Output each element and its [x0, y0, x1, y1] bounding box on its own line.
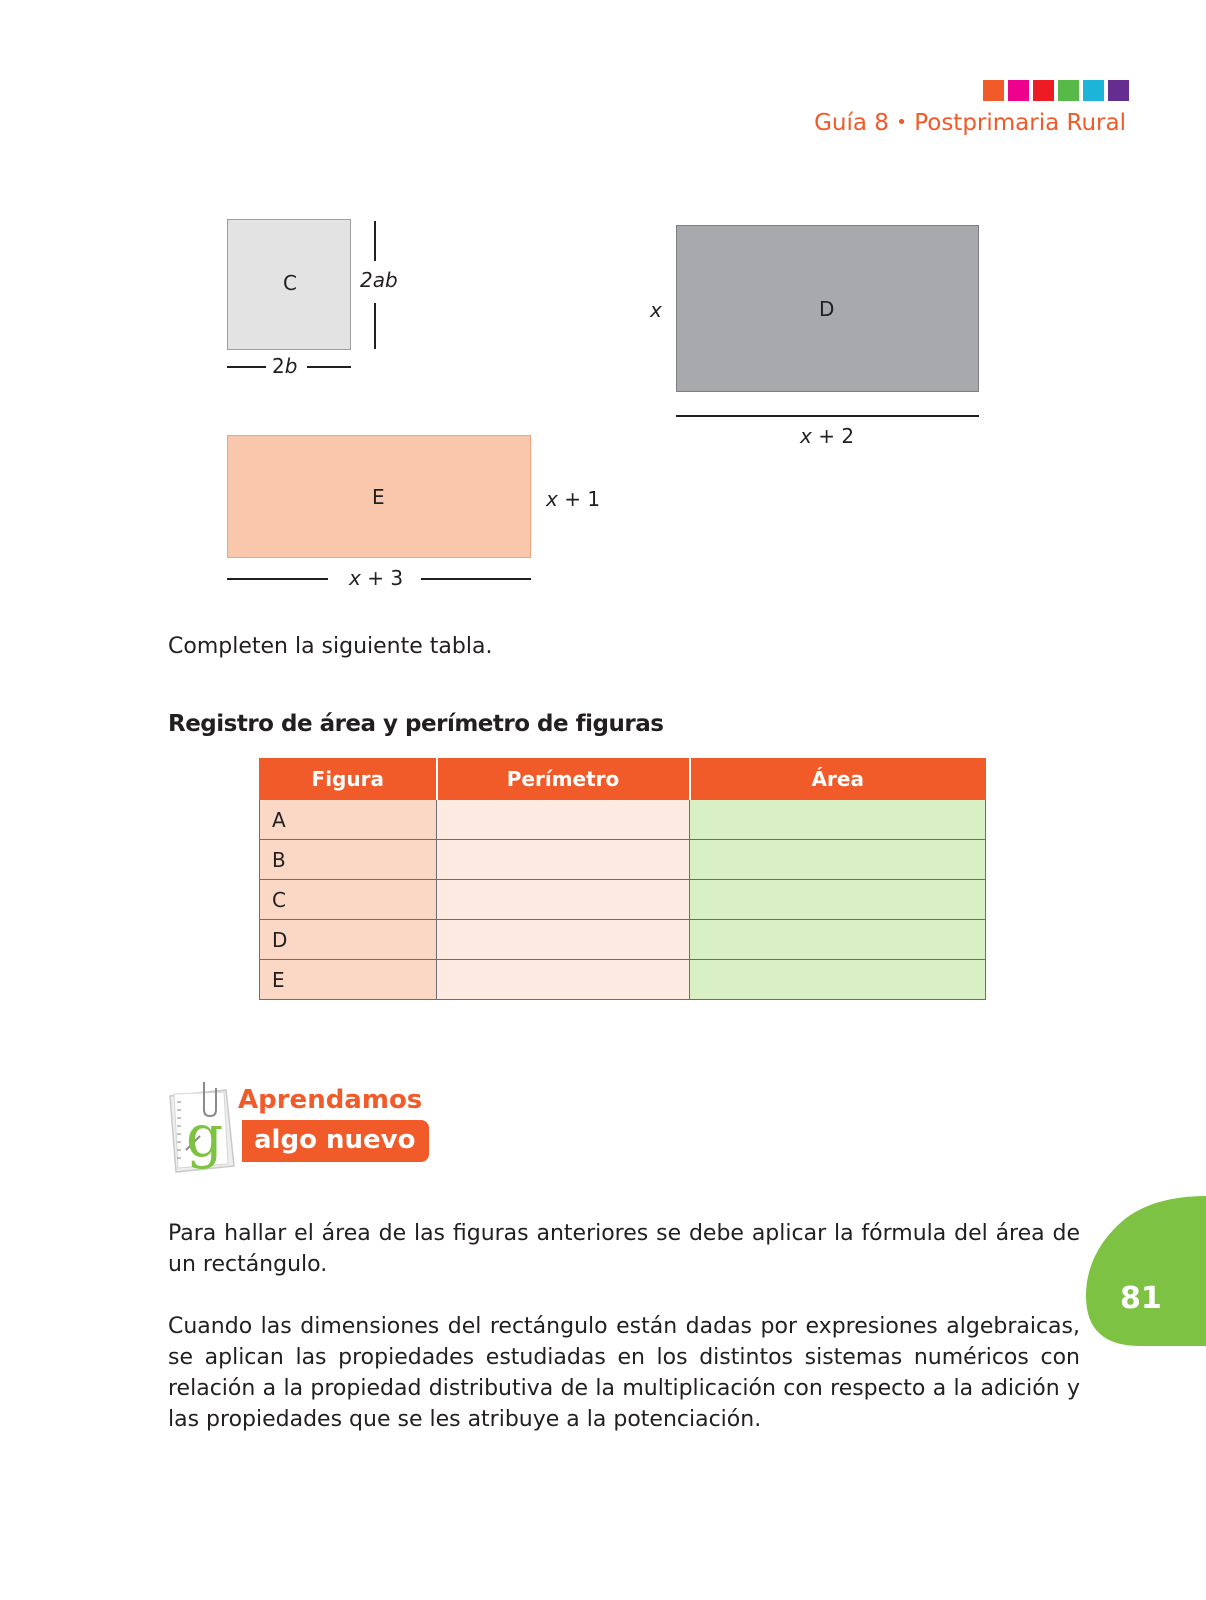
figure-cell: E — [260, 960, 437, 1000]
perimeter-cell[interactable] — [437, 880, 690, 920]
notebook-icon-letter: g — [186, 1102, 224, 1170]
figure-d-height-label: x — [650, 298, 662, 322]
color-square-purple — [1108, 80, 1129, 101]
color-square-orange — [983, 80, 1004, 101]
figure-e-height-label: x + 1 — [546, 487, 601, 511]
page-number-tab — [1086, 1196, 1206, 1346]
header-perimetro: Perímetro — [437, 759, 690, 800]
figure-e-width-line-left — [227, 578, 328, 580]
header-figura: Figura — [260, 759, 437, 800]
header-separator: • — [896, 112, 907, 133]
figure-cell: A — [260, 800, 437, 840]
header-area: Área — [690, 759, 986, 800]
figure-d-letter: D — [819, 297, 835, 321]
area-cell[interactable] — [690, 960, 986, 1000]
table-header-row — [260, 759, 986, 800]
table-title: Registro de área y perímetro de figuras — [168, 711, 664, 737]
table-row — [260, 840, 986, 880]
figure-c-height-line-bottom — [374, 303, 376, 349]
area-cell[interactable] — [690, 800, 986, 840]
area-cell[interactable] — [690, 920, 986, 960]
figure-c-letter: C — [283, 271, 297, 295]
figure-cell: B — [260, 840, 437, 880]
notebook-icon — [166, 1080, 244, 1176]
figure-c-height-line-top — [374, 221, 376, 261]
area-cell[interactable] — [690, 840, 986, 880]
table-row — [260, 960, 986, 1000]
learn-badge-line2: algo nuevo — [242, 1120, 429, 1162]
color-square-red — [1033, 80, 1054, 101]
perimeter-cell[interactable] — [437, 960, 690, 1000]
page-number: 81 — [1120, 1281, 1162, 1316]
table-row — [260, 880, 986, 920]
figure-c-width-line-left — [227, 366, 266, 368]
figure-d-width-line — [676, 415, 979, 417]
paragraph-1: Para hallar el área de las figuras anteriores se debe aplicar la fórmula del área de un rectángulo. — [168, 1221, 1080, 1277]
figure-cell: D — [260, 920, 437, 960]
perimeter-cell[interactable] — [437, 840, 690, 880]
figure-e-width-line-right — [421, 578, 531, 580]
figure-d-width-label: x + 2 — [800, 424, 855, 448]
color-square-magenta — [1008, 80, 1029, 101]
guide-label: Guía 8 — [814, 110, 889, 136]
header-title — [814, 110, 1126, 136]
color-squares — [983, 80, 1129, 101]
program-label: Postprimaria Rural — [914, 110, 1126, 136]
perimeter-cell[interactable] — [437, 920, 690, 960]
color-square-green — [1058, 80, 1079, 101]
color-square-cyan — [1083, 80, 1104, 101]
area-cell[interactable] — [690, 880, 986, 920]
learn-badge-line1: Aprendamos — [238, 1085, 423, 1115]
table-row — [260, 800, 986, 840]
table-row — [260, 920, 986, 960]
area-perimeter-table — [259, 758, 986, 1000]
figure-e-letter: E — [372, 485, 385, 509]
figure-cell: C — [260, 880, 437, 920]
perimeter-cell[interactable] — [437, 800, 690, 840]
figure-e-width-label: x + 3 — [349, 566, 404, 590]
figure-c-width-label: 2b — [272, 354, 298, 378]
paragraph-2: Cuando las dimensiones del rectángulo están dadas por expresiones algebraicas, se aplican las propiedades estudiadas en los distintos sistemas numéricos con relación a la propiedad distributiva de la multiplicación con respecto a la adición y las propiedades que se les atribuye a la potenciación. — [168, 1314, 1080, 1432]
figure-c-height-label: 2ab — [360, 268, 398, 292]
instruction-text: Completen la siguiente tabla. — [168, 634, 493, 659]
figure-c-width-line-right — [307, 366, 351, 368]
